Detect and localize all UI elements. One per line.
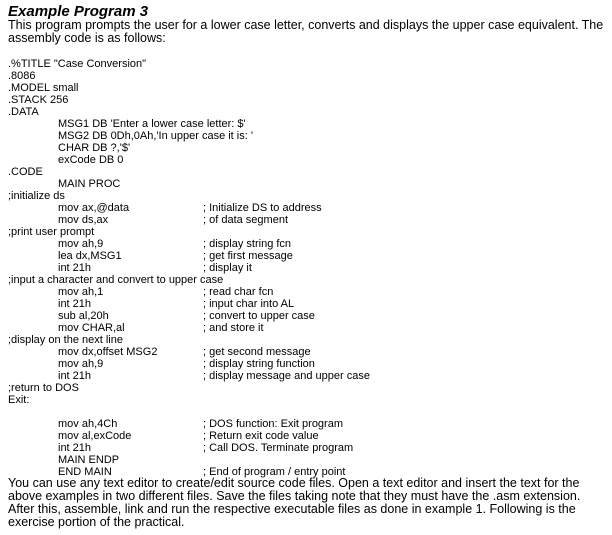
code-line: mov ds,ax [58,214,109,226]
code-line: lea dx,MSG1 [58,250,122,262]
code-comment: ; get first message [203,250,293,262]
code-line: int 21h [58,262,92,274]
closing-paragraph: You can use any text editor to create/edit source code files. Open a text editor and insert the text for the above examples in two different files. Save the files taking note that they must have the .asm extension. After this, assemble, link and run the respective executable files as done in example 1. Following is the exercise portion of the practical. [8,476,581,529]
code-comment: ; read char fcn [203,286,274,298]
code-line: sub al,20h [58,310,109,322]
code-line: .DATA [8,106,39,118]
code-comment: ; End of program / entry point [203,466,346,478]
code-line: mov ah,9 [58,238,104,250]
page-title: Example Program 3 [8,3,149,20]
code-line: .8086 [8,70,36,82]
code-line: mov dx,offset MSG2 [58,346,158,358]
code-comment: ; display message and upper case [203,370,370,382]
code-line: int 21h [58,298,92,310]
code-comment: ; Initialize DS to address [203,202,322,214]
code-comment: ; and store it [203,322,264,334]
code-line: .STACK 256 [8,94,69,106]
code-comment: ; display string function [203,358,315,370]
code-comment: ; of data segment [203,214,288,226]
code-comment: ; convert to upper case [203,310,315,322]
code-line: MAIN ENDP [58,454,120,466]
code-comment: ; Call DOS. Terminate program [203,442,354,454]
code-line: mov ah,4Ch [58,418,118,430]
code-line: .MODEL small [8,82,79,94]
code-comment: ; DOS function: Exit program [203,418,343,430]
code-line: mov al,exCode [58,430,132,442]
code-line: int 21h [58,370,92,382]
intro-paragraph: This program prompts the user for a lower case letter, converts and displays the upper case equivalent. The assembly code is as follows: [8,18,604,45]
code-comment: ; Return exit code value [203,430,319,442]
code-line: ;initialize ds [8,190,65,202]
code-line: mov ax,@data [58,202,130,214]
code-comment: ; input char into AL [203,298,295,310]
code-line: MAIN PROC [58,178,121,190]
code-line: CHAR DB ?,'$' [58,142,131,154]
code-line: mov CHAR,al [58,322,125,334]
code-comment: ; display it [203,262,252,274]
code-line: MSG2 DB 0Dh,0Ah,'In upper case it is: ' [58,130,253,142]
code-line: Exit: [8,394,30,406]
code-line: exCode DB 0 [58,154,124,166]
code-comment: ; get second message [203,346,311,358]
code-line: .CODE [8,166,43,178]
code-line: END MAIN [58,466,112,478]
code-line: mov ah,1 [58,286,104,298]
code-line: int 21h [58,442,92,454]
code-comment: ; display string fcn [203,238,292,250]
code-line: ;input a character and convert to upper case [8,274,224,286]
code-line: mov ah,9 [58,358,104,370]
code-line: .%TITLE "Case Conversion" [8,58,147,70]
code-line: ;print user prompt [8,226,95,238]
code-line: ;return to DOS [8,382,79,394]
code-line: ;display on the next line [8,334,123,346]
code-line: MSG1 DB 'Enter a lower case letter: $' [58,118,246,130]
